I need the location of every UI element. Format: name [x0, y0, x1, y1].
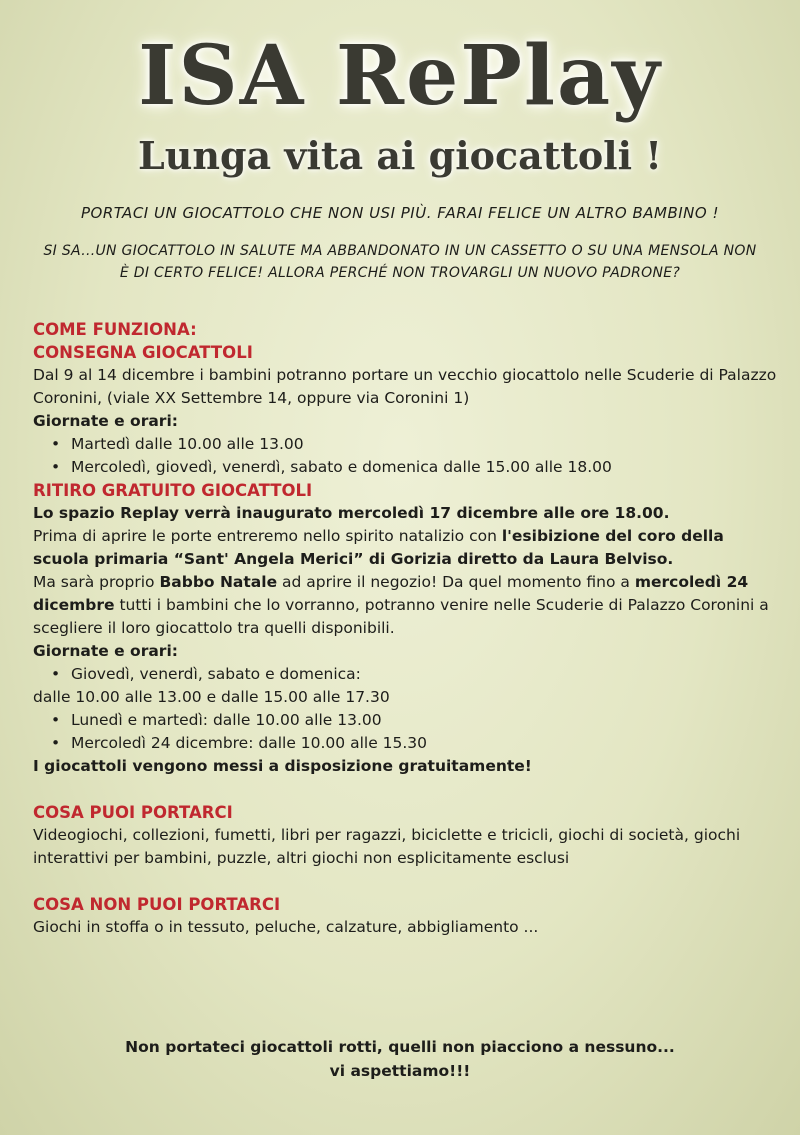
text-span-bold: Babbo Natale — [159, 573, 278, 591]
ritiro-hours-continuation: dalle 10.00 alle 13.00 e dalle 15.00 alle 17.30 — [33, 688, 390, 706]
bullet-icon: • — [51, 435, 61, 453]
ritiro-paragraph-3 — [33, 571, 778, 640]
section-heading-consegna: CONSEGNA GIOCATTOLI — [33, 343, 253, 362]
list-item — [51, 433, 778, 456]
section-heading-non-puoi: COSA NON PUOI PORTARCI — [33, 895, 281, 914]
puoi-text: Videogiochi, collezioni, fumetti, libri per ragazzi, biciclette e tricicli, giochi di società, giochi interattivi per bambini, puzzle, altri giochi non esplicitamente esclusi — [33, 826, 741, 867]
text-span: tutti i bambini che lo vorranno, potranno venire nelle Scuderie di Palazzo Coronini a scegliere il loro giocattolo tra quelli disponibili. — [33, 596, 769, 637]
hours-text: Martedì dalle 10.00 alle 13.00 — [71, 435, 304, 453]
bullet-icon: • — [51, 665, 61, 683]
consegna-hours-label: Giornate e orari: — [33, 412, 178, 430]
list-item — [51, 709, 778, 732]
list-item — [51, 456, 778, 479]
page-title: ISA RePlay — [138, 28, 662, 124]
hours-text: Lunedì e martedì: dalle 10.00 alle 13.00 — [71, 711, 382, 729]
ritiro-hours-label: Giornate e orari: — [33, 642, 178, 660]
hours-text: Mercoledì, giovedì, venerdì, sabato e domenica dalle 15.00 alle 18.00 — [71, 458, 612, 476]
ritiro-hours-list-2 — [33, 709, 778, 755]
hours-text: Giovedì, venerdì, sabato e domenica: — [71, 665, 361, 683]
text-span-bold: l'esibizione del coro della scuola primaria “Sant' Angela Merici” di Gorizia diretto da Laura Belviso. — [33, 527, 724, 568]
bullet-icon: • — [51, 711, 61, 729]
section-heading-come-funziona: COME FUNZIONA: — [33, 320, 197, 339]
list-item — [51, 732, 778, 755]
text-span: Prima di aprire le porte entreremo nello spirito natalizio con — [33, 527, 502, 545]
spacer — [33, 870, 778, 893]
consegna-text: Dal 9 al 14 dicembre i bambini potranno portare un vecchio giocattolo nelle Scuderie di Palazzo Coronini, (viale XX Settembre 14, oppure via Coronini 1) — [33, 366, 777, 407]
section-heading-puoi: COSA PUOI PORTARCI — [33, 803, 233, 822]
bullet-icon: • — [51, 734, 61, 752]
bullet-icon: • — [51, 458, 61, 476]
page-subtitle: Lunga vita ai giocattoli ! — [138, 133, 662, 178]
ritiro-paragraph-2 — [33, 525, 778, 571]
text-span: Ma sarà proprio — [33, 573, 160, 591]
closing-line-2: vi aspettiamo!!! — [329, 1062, 471, 1080]
spacer — [33, 778, 778, 801]
closing-message — [0, 1035, 800, 1083]
hours-text: Mercoledì 24 dicembre: dalle 10.00 alle 15.30 — [71, 734, 428, 752]
intro-text: SI SA...UN GIOCATTOLO IN SALUTE MA ABBANDONATO IN UN CASSETTO O SU UNA MENSOLA NON È DI CERTO FELICE! ALLORA PERCHÉ NON TROVARGLI UN NUOVO PADRONE? — [43, 243, 757, 281]
tagline: PORTACI UN GIOCATTOLO CHE NON USI PIÙ. FARAI FELICE UN ALTRO BAMBINO ! — [81, 204, 719, 222]
ritiro-opening: Lo spazio Replay verrà inaugurato mercoledì 17 dicembre alle ore 18.00. — [33, 504, 670, 522]
closing-line-1: Non portateci giocattoli rotti, quelli non piacciono a nessuno... — [125, 1038, 675, 1056]
free-note: I giocattoli vengono messi a disposizione gratuitamente! — [33, 757, 532, 775]
text-span: ad aprire il negozio! Da quel momento fino a — [277, 573, 635, 591]
ritiro-hours-list-1 — [33, 663, 778, 686]
main-content — [33, 318, 778, 939]
list-item — [51, 663, 778, 686]
non-puoi-text: Giochi in stoffa o in tessuto, peluche, calzature, abbigliamento ... — [33, 918, 539, 936]
text-span-bold: mercoledì 24 dicembre — [33, 573, 749, 614]
consegna-hours-list — [33, 433, 778, 479]
section-heading-ritiro: RITIRO GRATUITO GIOCATTOLI — [33, 481, 313, 500]
